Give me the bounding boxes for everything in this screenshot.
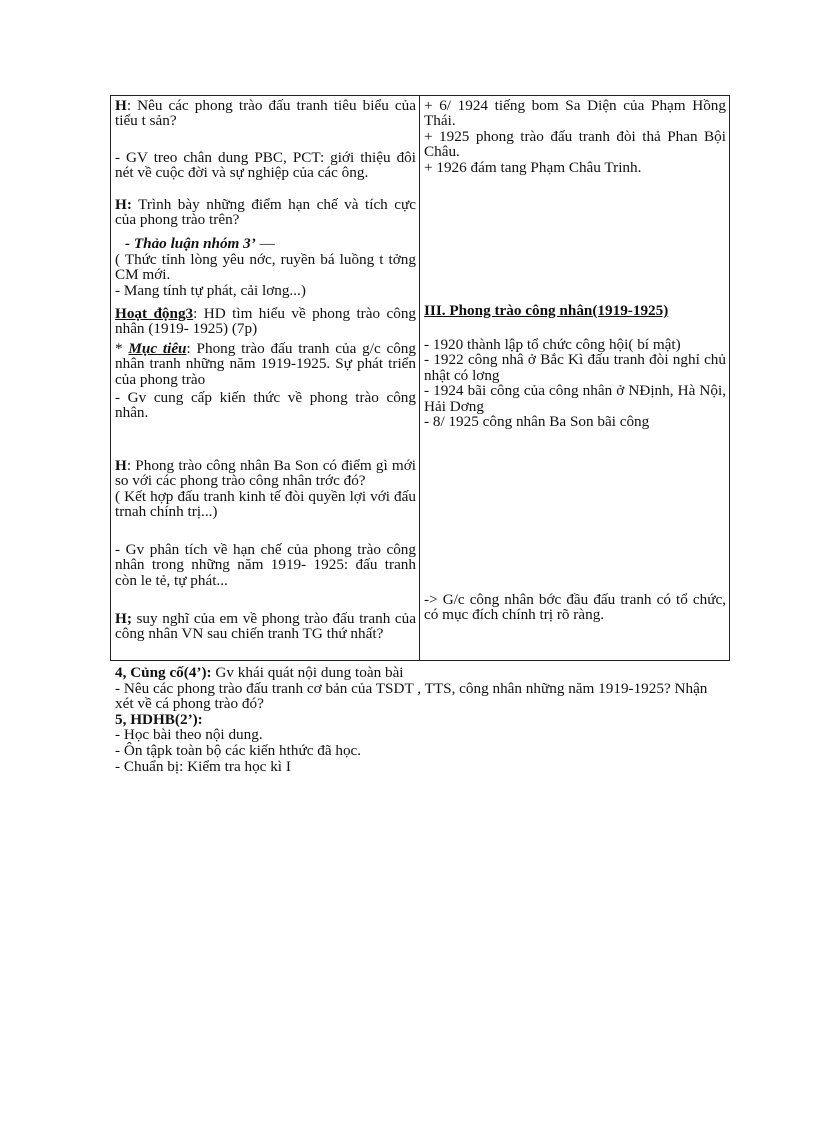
consolidation-heading: 4, Củng cố(4’):	[115, 664, 212, 681]
teacher-note-text: - GV treo chân dung PBC, PCT: giới thiệu đôi nét về cuộc đời và sự nghiệp của các ông.	[115, 149, 416, 182]
discussion-dash: —	[255, 235, 275, 252]
activity-label: Hoạt động3	[115, 305, 194, 322]
homework-item: - Học bài theo nội dung.	[115, 726, 263, 744]
objective-label: Mục tiêu	[128, 340, 187, 357]
event-item: + 1926 đám tang Phạm Châu Trinh.	[424, 158, 642, 176]
question-label: H;	[115, 610, 132, 627]
activity-3-heading	[115, 306, 416, 337]
question-4	[115, 611, 416, 642]
event-item: - 1922 công nhâ ở Bắc Kì đấu tranh đòi nghỉ chủ nhật có lơng	[424, 351, 726, 384]
teacher-activity-cell	[111, 96, 420, 661]
teacher-note-3	[115, 542, 416, 588]
objective-text: : Phong trào đấu tranh của g/c công nhân tranh những năm 1919-1925. Sự phát triển của phong trào	[115, 340, 416, 388]
event-item: - 1920 thành lập tổ chức công hội( bí mật)	[424, 336, 681, 353]
conclusion	[424, 592, 726, 623]
question-label: H	[115, 457, 127, 474]
teacher-note-text: - Gv phân tích về hạn chế của phong trào công nhân trong những năm 1919- 1925: đấu tranh còn le tẻ, tự phát...	[115, 541, 416, 589]
consolidation	[115, 665, 727, 681]
event-list	[424, 98, 726, 175]
question-text: suy nghĩ của em về phong trào đấu tranh của công nhân VN sau chiến tranh TG thứ nhất?	[115, 610, 416, 643]
question-label: H:	[115, 196, 132, 213]
homework-item: - Ôn tậpk toàn bộ các kiến hthức đã học.	[115, 741, 362, 759]
objective-star: *	[115, 340, 129, 357]
section-3-title	[424, 303, 726, 318]
homework-heading: 5, HDHB(2’):	[115, 710, 203, 728]
objective	[115, 341, 416, 387]
activity-text: : HD tìm hiểu về phong trào công nhân (1919- 1925) (7p)	[115, 305, 417, 338]
section-title: III. Phong trào công nhân(1919-1925)	[424, 302, 669, 319]
question-2	[115, 197, 416, 228]
closing-section	[115, 665, 727, 774]
question-3	[115, 458, 416, 520]
discussion-answer	[115, 252, 416, 298]
question-text: : Phong trào công nhân Ba Son có điểm gì mới so với các phong trào công nhân trớc đó?	[115, 457, 416, 490]
question-label: H	[115, 97, 127, 114]
lesson-table	[110, 95, 730, 661]
teacher-note-1	[115, 150, 416, 181]
content-cell	[420, 96, 730, 661]
answer-text: ( Thức tỉnh lòng yêu nớc, ruyền bá luồng t tởng CM mới.	[115, 251, 416, 284]
event-item: - 8/ 1925 công nhân Ba Son bãi công	[424, 413, 650, 431]
question-text: : Nêu các phong trào đấu tranh tiêu biểu của tiểu t sản?	[115, 97, 416, 130]
answer-text: ( Kết hợp đấu tranh kinh tế đòi quyền lợi với đấu trnah chính trị...)	[115, 487, 416, 521]
answer-text: - Mang tính tự phát, cải lơng...)	[115, 281, 306, 299]
conclusion-text: -> G/c công nhân bớc đầu đấu tranh có tổ chức, có mục đích chính trị rõ ràng.	[424, 591, 726, 624]
teacher-note-text: - Gv cung cấp kiến thức về phong trào công nhân.	[115, 389, 416, 422]
consolidation-question: - Nêu các phong trào đấu tranh cơ bản của TSDT , TTS, công nhân những năm 1919-1925? Nhận xét về cá phong trào đó?	[115, 679, 708, 713]
teacher-note-2	[115, 390, 416, 421]
event-item: + 6/ 1924 tiếng bom Sa Diện của Phạm Hồng Thái.	[424, 97, 726, 130]
consolidation-text: Gv khái quát nội dung toàn bài	[211, 664, 404, 681]
worker-events	[424, 337, 726, 429]
homework-item: - Chuẩn bị: Kiểm tra học kì I	[115, 757, 291, 775]
question-text: Trình bày những điểm hạn chế và tích cực của phong trào trên?	[115, 196, 416, 229]
discussion-heading	[115, 236, 416, 251]
table-row	[111, 96, 730, 661]
event-item: - 1924 bãi công của công nhân ở NĐịnh, Hà Nội, Hải Dơng	[424, 382, 726, 415]
question-1	[115, 98, 416, 129]
discussion-label: - Thảo luận nhóm 3’	[125, 235, 256, 252]
event-item: + 1925 phong trào đấu tranh đòi thả Phan Bội Châu.	[424, 127, 726, 161]
